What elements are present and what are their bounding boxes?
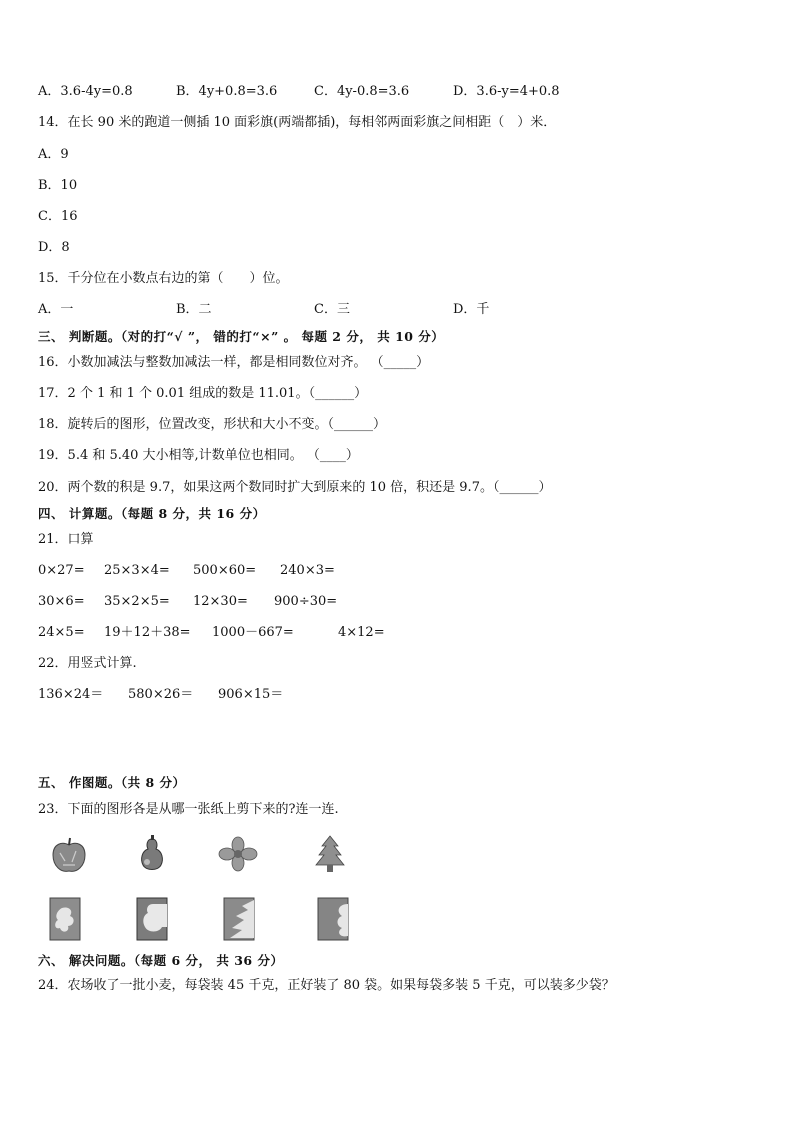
paper-with-cutout-4-icon	[316, 896, 350, 942]
q15-option-b: B．二	[176, 302, 212, 317]
oral-r3-c3: 1000－667=	[212, 625, 294, 640]
q13-option-b: B．4y+0.8=3.6	[176, 84, 278, 99]
q21-label: 21．口算	[38, 532, 94, 547]
q15-option-c: C．三	[314, 302, 350, 317]
oral-r3-c2: 19＋12＋38=	[104, 625, 191, 640]
oral-r2-c4: 900÷30=	[274, 594, 338, 609]
section3-heading: 三、 判断题。（对的打“√ ”， 错的打“×” 。 每题 2 分， 共 10 分）	[38, 329, 445, 344]
q19: 19．5.4 和 5.40 大小相等,计数单位也相同。 （____）	[38, 448, 359, 463]
oral-r2-c3: 12×30=	[193, 594, 248, 609]
q14-option-b: B．10	[38, 178, 78, 193]
oral-r2-c1: 30×6=	[38, 594, 85, 609]
q18: 18．旋转后的图形，位置改变，形状和大小不变。（______）	[38, 417, 387, 432]
paper-with-cutout-1-icon	[48, 896, 82, 942]
apple-shape-icon	[48, 835, 90, 877]
section5-heading: 五、 作图题。（共 8 分）	[38, 775, 186, 790]
oral-r2-c2: 35×2×5=	[104, 594, 170, 609]
q13-option-d: D．3.6-y=4+0.8	[453, 84, 560, 99]
section6-heading: 六、 解决问题。（每题 6 分， 共 36 分）	[38, 953, 284, 968]
tree-shape-icon	[310, 834, 350, 874]
oral-r3-c4: 4×12=	[338, 625, 385, 640]
q14-option-a: A．9	[38, 147, 69, 162]
q14-option-c: C．16	[38, 209, 78, 224]
q14-option-d: D．8	[38, 240, 70, 255]
gourd-shape-icon	[132, 835, 172, 875]
oral-r1-c4: 240×3=	[280, 563, 335, 578]
oral-r3-c1: 24×5=	[38, 625, 85, 640]
oral-r1-c1: 0×27=	[38, 563, 85, 578]
q15-stem: 15．千分位在小数点右边的第（ ）位。	[38, 271, 289, 286]
q15-option-d: D．千	[453, 302, 490, 317]
oral-r1-c2: 25×3×4=	[104, 563, 170, 578]
vertical-1: 136×24＝	[38, 687, 104, 702]
q15-option-a: A．一	[38, 302, 74, 317]
q23-stem: 23．下面的图形各是从哪一张纸上剪下来的?连一连.	[38, 802, 339, 817]
q17: 17．2 个 1 和 1 个 0.01 组成的数是 11.01。（______）	[38, 386, 368, 401]
section4-heading: 四、 计算题。（每题 8 分，共 16 分）	[38, 506, 266, 521]
flower-shape-icon	[218, 836, 258, 872]
oral-r1-c3: 500×60=	[193, 563, 257, 578]
q13-option-a: A．3.6-4y=0.8	[38, 84, 133, 99]
q24-stem: 24．农场收了一批小麦，每袋装 45 千克，正好装了 80 袋。如果每袋多装 5 千克，可以装多少袋？	[38, 978, 615, 993]
vertical-3: 906×15＝	[218, 687, 284, 702]
q14-stem: 14．在长 90 米的跑道一侧插 10 面彩旗(两端都插)，每相邻两面彩旗之间相距（ ）米．	[38, 115, 557, 130]
paper-with-cutout-2-icon	[135, 896, 169, 942]
q20: 20．两个数的积是 9.7，如果这两个数同时扩大到原来的 10 倍，积还是 9.7。（______）	[38, 480, 552, 495]
vertical-2: 580×26＝	[128, 687, 194, 702]
q22-label: 22．用竖式计算.	[38, 656, 137, 671]
q16: 16．小数加减法与整数加减法一样，都是相同数位对齐。 （_____）	[38, 355, 430, 370]
paper-with-cutout-3-icon	[222, 896, 256, 942]
q13-option-c: C．4y-0.8=3.6	[314, 84, 410, 99]
